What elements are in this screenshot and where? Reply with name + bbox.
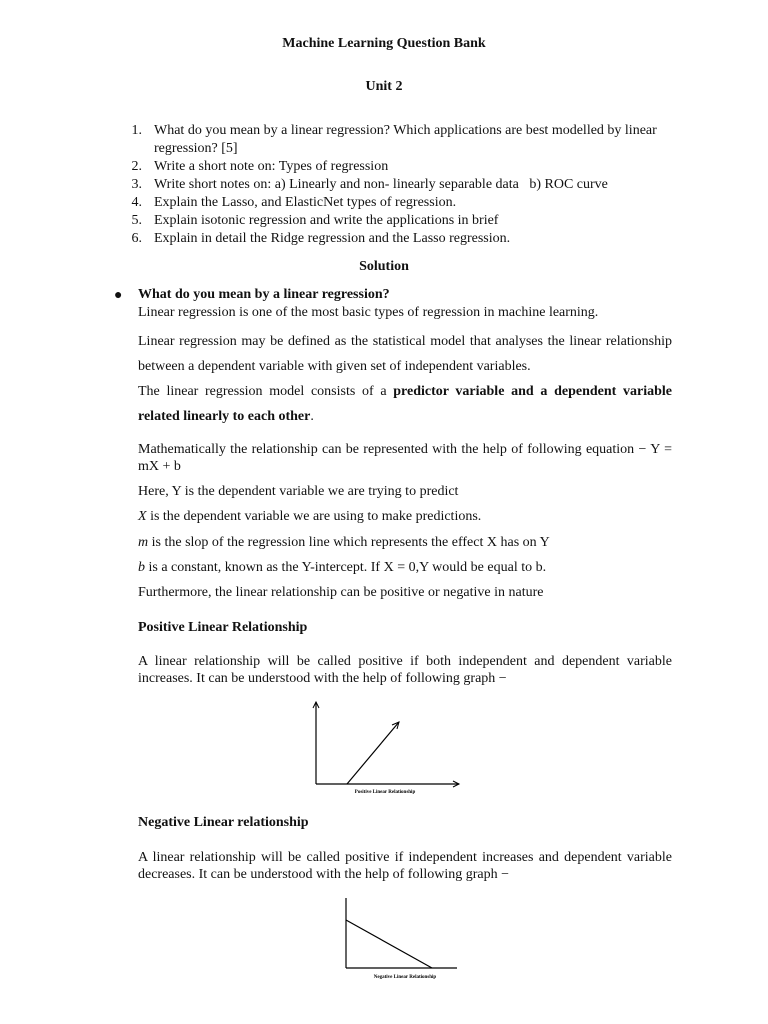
question-text: Write a short note on: Types of regression bbox=[154, 159, 389, 174]
paragraph-x-definition bbox=[138, 509, 672, 525]
bullet-icon: ● bbox=[114, 288, 123, 303]
model-bold-text: predictor variable and a dependent variable related linearly to each other bbox=[138, 384, 672, 424]
question-item bbox=[112, 122, 672, 158]
document-title: Machine Learning Question Bank bbox=[282, 36, 486, 51]
paragraph-definition: Linear regression may be defined as the statistical model that analyses the linear relationship between a dependent variable with given set of independent variables. bbox=[138, 334, 672, 374]
paragraph-equation: Mathematically the relationship can be represented with the help of following equation − Y = mX + b bbox=[138, 442, 672, 474]
negative-relationship-graph bbox=[335, 892, 473, 988]
question-text: Write short notes on: a) Linearly and non- linearly separable data b) ROC curve bbox=[154, 177, 608, 192]
paragraph-model bbox=[138, 379, 672, 429]
negative-paragraph: A linear relationship will be called positive if independent increases and dependent variable decreases. It can be understood with the help of following graph − bbox=[138, 850, 672, 882]
negative-graph-caption: Negative Linear Relationship bbox=[373, 975, 437, 980]
paragraph-nature: Furthermore, the linear relationship can be positive or negative in nature bbox=[138, 585, 544, 600]
x-definition-text: is the dependent variable we are using to make predictions. bbox=[146, 509, 482, 524]
question-list bbox=[112, 122, 672, 248]
b-definition-text: is a constant, known as the Y-intercept. If X = 0,Y would be equal to b. bbox=[145, 560, 547, 575]
var-b: b bbox=[138, 560, 145, 575]
negative-trend-line bbox=[346, 920, 432, 968]
question-text: Explain isotonic regression and write the applications in brief bbox=[154, 213, 499, 228]
question-text: What do you mean by a linear regression? Which applications are best modelled by linear regression? [5] bbox=[154, 123, 657, 156]
positive-graph-caption: Positive Linear Relationship bbox=[354, 790, 416, 795]
positive-trend-line bbox=[347, 722, 399, 784]
positive-paragraph: A linear relationship will be called positive if both independent and dependent variable increases. It can be understood with the help of following graph − bbox=[138, 654, 672, 686]
paragraph-y-definition: Here, Y is the dependent variable we are trying to predict bbox=[138, 484, 459, 499]
negative-heading: Negative Linear relationship bbox=[138, 815, 309, 830]
answer-question-heading: What do you mean by a linear regression? bbox=[138, 287, 390, 302]
question-number: 6. bbox=[131, 231, 142, 246]
question-number: 4. bbox=[131, 195, 142, 210]
m-definition-text: is the slop of the regression line which represents the effect X has on Y bbox=[148, 535, 550, 550]
positive-heading: Positive Linear Relationship bbox=[138, 620, 308, 635]
question-item bbox=[112, 176, 672, 194]
var-x: X bbox=[138, 509, 147, 524]
question-item bbox=[112, 194, 672, 212]
unit-heading: Unit 2 bbox=[365, 79, 403, 94]
question-item bbox=[112, 158, 672, 176]
question-number: 2. bbox=[131, 159, 142, 174]
model-period: . bbox=[310, 409, 314, 424]
question-number: 3. bbox=[131, 177, 142, 192]
paragraph-m-definition bbox=[138, 535, 672, 551]
question-item bbox=[112, 230, 672, 248]
model-text: The linear regression model consists of a bbox=[138, 384, 387, 399]
question-text: Explain in detail the Ridge regression and the Lasso regression. bbox=[154, 231, 511, 246]
question-number: 1. bbox=[131, 123, 142, 138]
question-text: Explain the Lasso, and ElasticNet types of regression. bbox=[154, 195, 457, 210]
paragraph-b-definition bbox=[138, 560, 672, 576]
solution-heading: Solution bbox=[359, 259, 409, 274]
var-m: m bbox=[138, 535, 149, 550]
paragraph-intro: Linear regression is one of the most basic types of regression in machine learning. bbox=[138, 305, 599, 320]
positive-relationship-graph bbox=[305, 694, 465, 798]
question-number: 5. bbox=[131, 213, 142, 228]
question-item bbox=[112, 212, 672, 230]
